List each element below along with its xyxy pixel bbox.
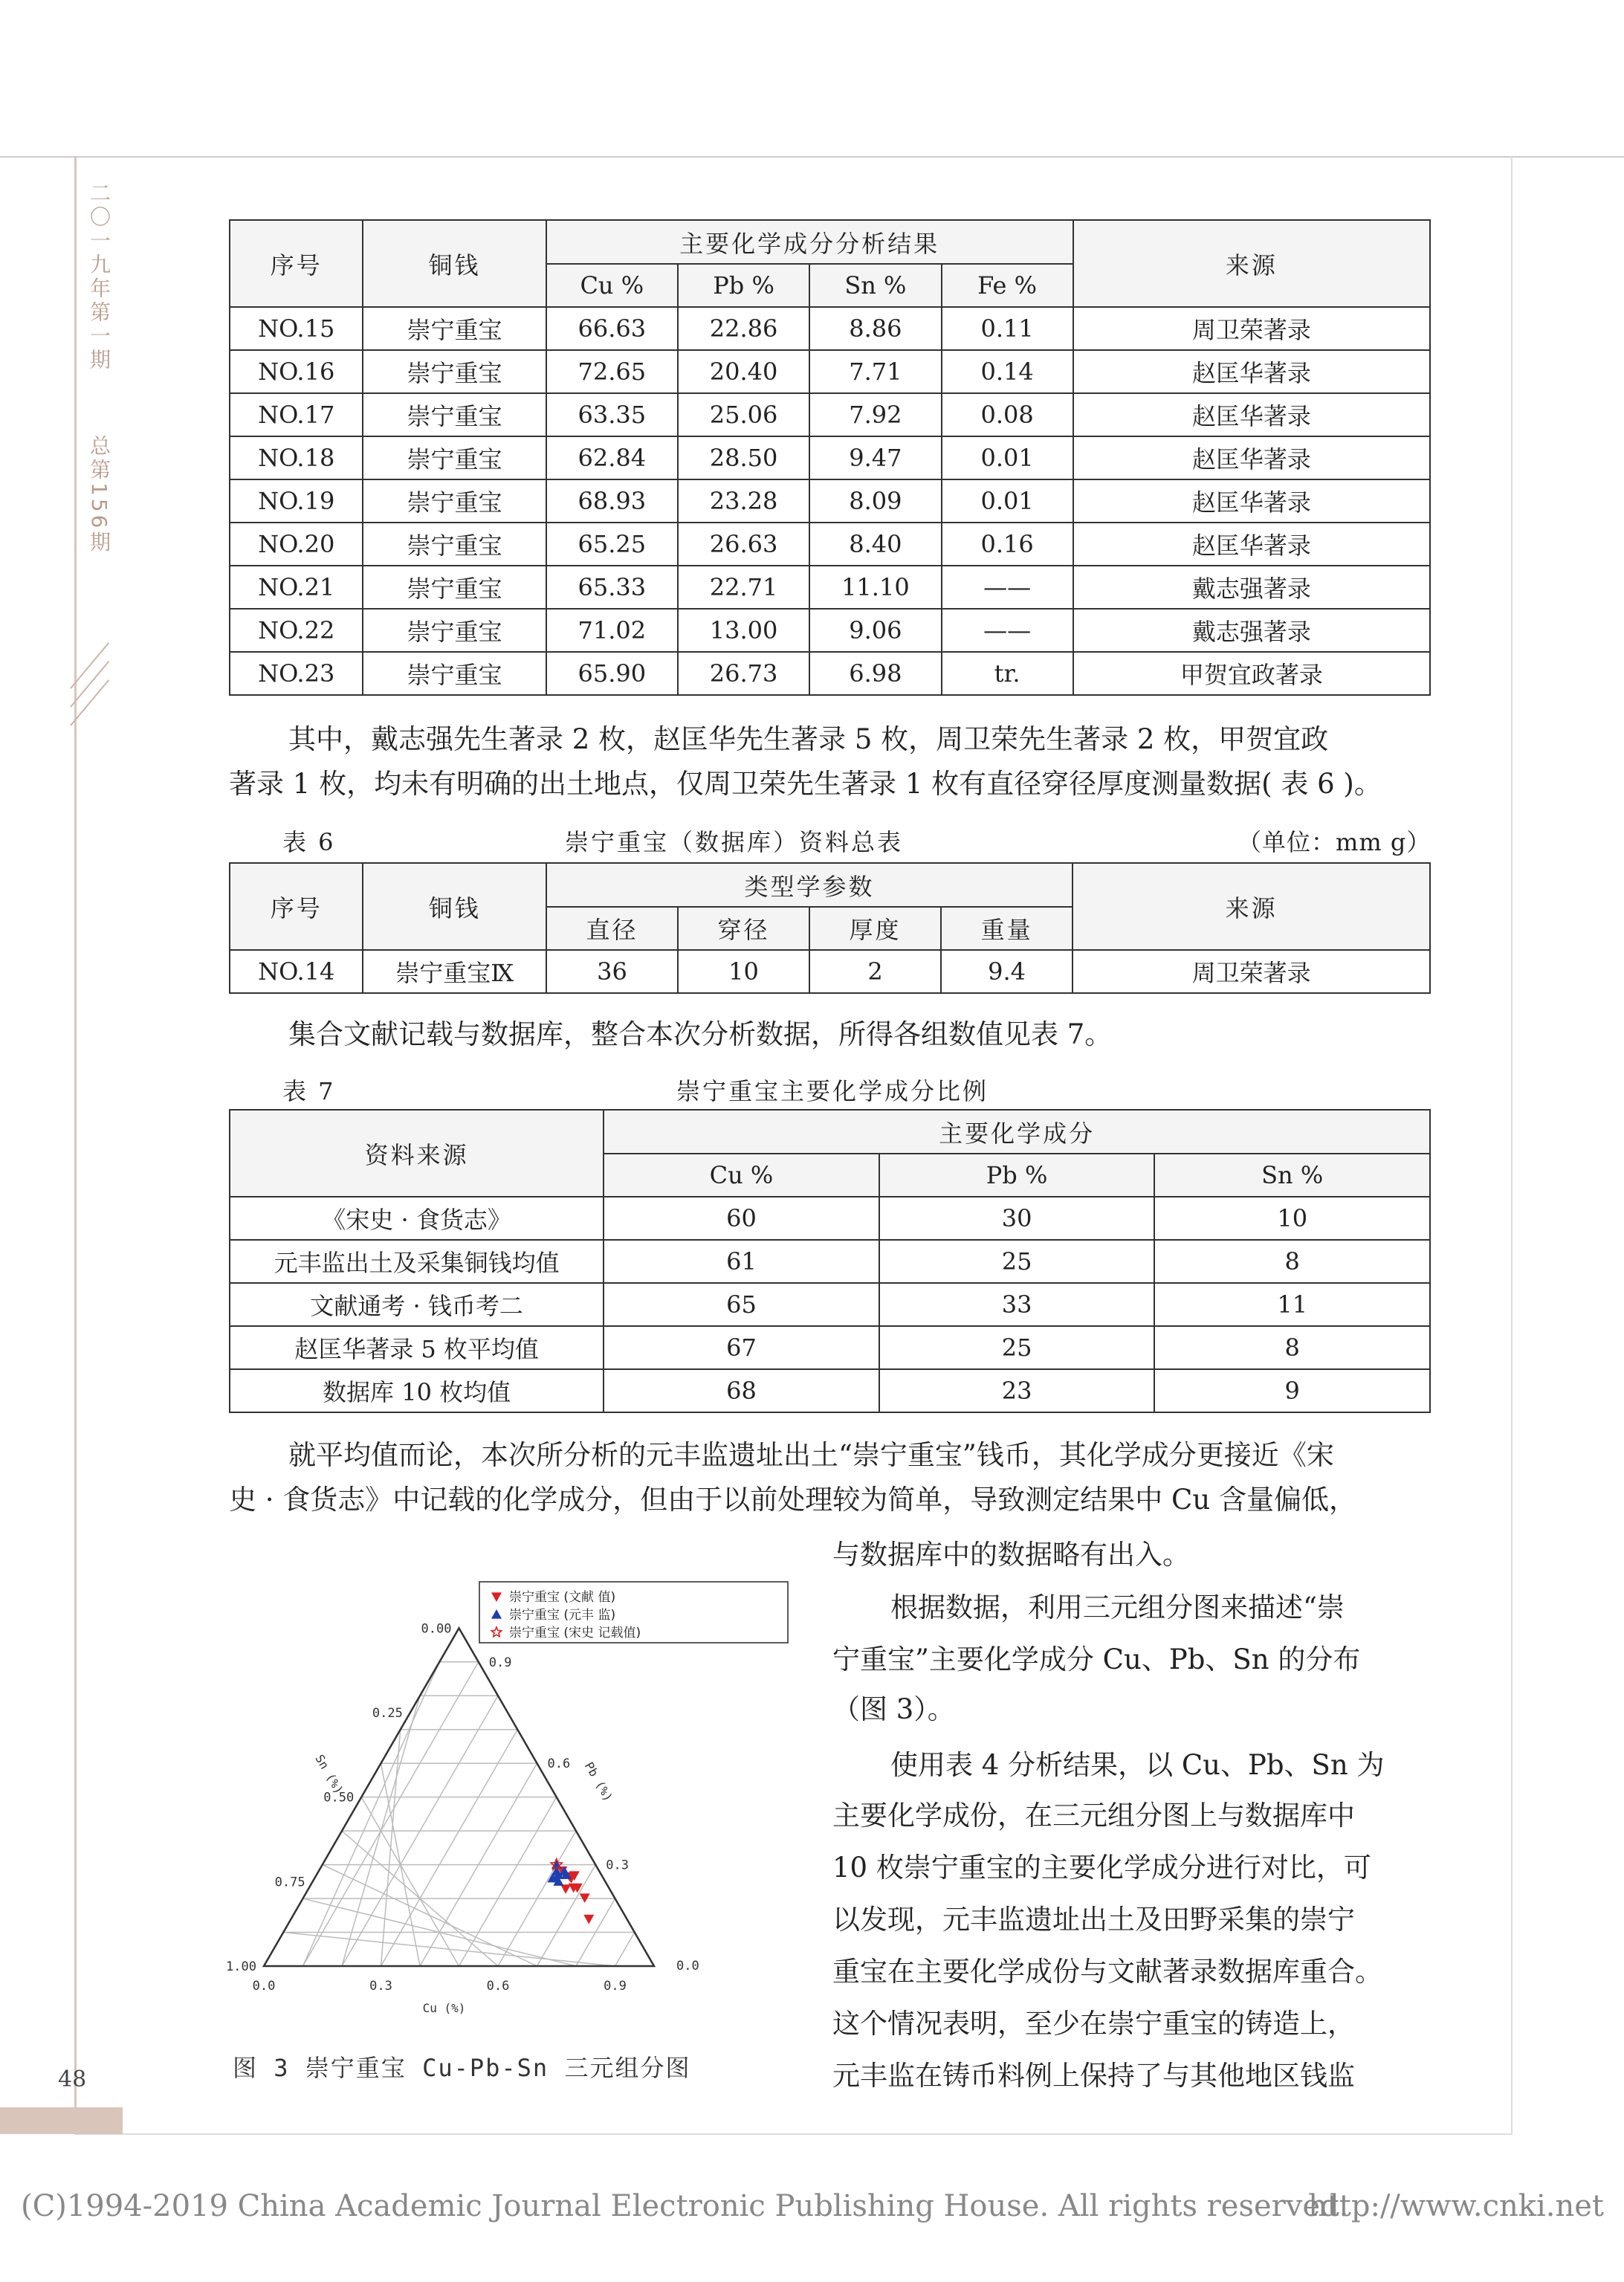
cell-cu: 68	[604, 1369, 879, 1412]
cell-pb: 23.28	[678, 479, 809, 523]
cell-diameter: 36	[546, 950, 678, 993]
table-row	[230, 1326, 1430, 1369]
typology-table	[229, 862, 1431, 994]
table6-label: 表 6	[282, 828, 336, 856]
header-group: 主要化学成分	[604, 1110, 1430, 1154]
cell-coin: 崇宁重宝	[363, 350, 546, 393]
header-source: 来源	[1073, 863, 1430, 950]
table-row	[230, 950, 1430, 993]
table-row	[230, 1197, 1430, 1240]
cell-coin: 崇宁重宝Ⅸ	[363, 950, 546, 993]
cell-pb: 22.71	[678, 566, 809, 609]
header-cu: Cu %	[604, 1154, 879, 1197]
cell-fe: 0.16	[942, 523, 1073, 566]
legend-label: 崇宁重宝 (宋史 记载值)	[509, 1626, 641, 1641]
cell-sn: 8	[1154, 1240, 1430, 1283]
cell-cu: 72.65	[546, 350, 678, 393]
cell-cu: 65	[604, 1283, 879, 1326]
data-point	[583, 1915, 594, 1924]
cell-coin: 崇宁重宝	[363, 566, 546, 609]
cell-sn: 8	[1154, 1326, 1430, 1369]
cell-coin: 崇宁重宝	[363, 307, 546, 350]
cell-no: NO.14	[230, 950, 363, 993]
right-end-label: 0.0	[676, 1959, 699, 1974]
copyright-footer	[21, 2189, 1604, 2223]
cell-pb: 22.86	[678, 307, 809, 350]
cell-sn: 11.10	[809, 566, 941, 609]
paragraph-line: 著录 1 枚，均未有明确的出土地点，仅周卫荣先生著录 1 枚有直径穿径厚度测量数据( 表 6 )。	[229, 768, 1382, 800]
cell-pb: 20.40	[678, 350, 809, 393]
cell-no: NO.17	[230, 393, 363, 436]
table-row	[230, 350, 1430, 393]
cell-pb: 25.06	[678, 393, 809, 436]
cell-fe: 0.01	[942, 436, 1073, 479]
cell-pb: 26.73	[678, 652, 809, 695]
cell-cu: 65.33	[546, 566, 678, 609]
cell-source: 元丰监出土及采集铜钱均值	[230, 1240, 604, 1283]
cell-cu: 68.93	[546, 479, 678, 523]
paragraph-line: 10 枚崇宁重宝的主要化学成分进行对比，可	[832, 1852, 1371, 1884]
paragraph-line: 这个情况表明，至少在崇宁重宝的铸造上，	[832, 2008, 1355, 2040]
header-sn: Sn %	[809, 264, 941, 307]
cell-cu: 66.63	[546, 307, 678, 350]
table-row	[230, 307, 1430, 350]
cell-pb: 23	[879, 1369, 1155, 1412]
header-fe: Fe %	[942, 264, 1073, 307]
legend-label: 崇宁重宝 (文献 值)	[509, 1590, 616, 1605]
cell-cu: 67	[604, 1326, 879, 1369]
cell-pb: 28.50	[678, 436, 809, 479]
paragraph-line: 以发现，元丰监遗址出土及田野采集的崇宁	[832, 1904, 1355, 1936]
pb-tick-label: 0.3	[606, 1858, 629, 1873]
cell-sn: 7.71	[809, 350, 941, 393]
table-row	[230, 436, 1430, 479]
cell-no: NO.21	[230, 566, 363, 609]
cell-sn: 11	[1154, 1283, 1430, 1326]
paragraph-line: 就平均值而论，本次所分析的元丰监遗址出土“崇宁重宝”钱币，其化学成分更接近《宋	[288, 1439, 1334, 1471]
cell-source: 文献通考 · 钱币考二	[230, 1283, 604, 1326]
cell-source: 赵匡华著录	[1073, 393, 1430, 436]
paragraph-line: 史 · 食货志》中记载的化学成分，但由于以前处理较为简单，导致测定结果中 Cu 含量偏低，	[229, 1484, 1356, 1516]
composition-table	[229, 219, 1431, 696]
cell-thickness: 2	[809, 950, 941, 993]
ternary-grid	[283, 1662, 635, 1966]
sn-tick-label: 0.50	[323, 1790, 355, 1806]
header-thickness: 厚度	[809, 907, 941, 950]
cell-sn: 7.92	[809, 393, 941, 436]
cell-no: NO.19	[230, 479, 363, 523]
sn-tick-label: 0.25	[372, 1706, 403, 1722]
cell-fe: 0.14	[942, 350, 1073, 393]
table7-title: 崇宁重宝主要化学成分比例	[676, 1077, 989, 1105]
grid-line	[323, 1865, 537, 1966]
cell-no: NO.22	[230, 609, 363, 652]
table-row	[230, 393, 1430, 436]
header-no: 序号	[230, 220, 363, 307]
grid-line	[615, 1933, 635, 1966]
cell-pb: 26.63	[678, 523, 809, 566]
paragraph-line: 集合文献记载与数据库，整合本次分析数据，所得各组数值见表 7。	[288, 1018, 1113, 1050]
grid-line	[381, 1730, 518, 1966]
cu-axis-title: Cu (%)	[422, 2001, 466, 2015]
header-sn: Sn %	[1154, 1154, 1430, 1197]
paragraph-line: 宁重宝”主要化学成分 Cu、Pb、Sn 的分布	[832, 1643, 1361, 1675]
cell-no: NO.15	[230, 307, 363, 350]
header-cu: Cu %	[546, 264, 678, 307]
cell-fe: ——	[942, 609, 1073, 652]
cell-pb: 25	[879, 1240, 1155, 1283]
cu-tick-label: 0.0	[252, 1979, 276, 1994]
cell-weight: 9.4	[941, 950, 1073, 993]
header-coin: 铜钱	[363, 863, 546, 950]
paragraph-line: 重宝在主要化学成份与文献著录数据库重合。	[832, 1956, 1382, 1988]
cnki-link[interactable]: http://www.cnki.net	[1307, 2189, 1604, 2223]
cell-sn: 9.06	[809, 609, 941, 652]
cell-sn: 9	[1154, 1369, 1430, 1412]
cell-coin: 崇宁重宝	[363, 652, 546, 695]
table-row	[230, 479, 1430, 523]
cell-cu: 63.35	[546, 393, 678, 436]
table-row	[230, 1240, 1430, 1283]
cell-cu: 60	[604, 1197, 879, 1240]
cell-cu: 62.84	[546, 436, 678, 479]
cell-no: NO.23	[230, 652, 363, 695]
cell-fe: 0.08	[942, 393, 1073, 436]
paragraph-line: 主要化学成份，在三元组分图上与数据库中	[832, 1800, 1355, 1832]
cell-hole: 10	[678, 950, 809, 993]
cell-source: 数据库 10 枚均值	[230, 1369, 604, 1412]
cell-source: 赵匡华著录	[1073, 479, 1430, 523]
cell-source: 赵匡华著录	[1073, 350, 1430, 393]
table-row	[230, 566, 1430, 609]
header-coin: 铜钱	[363, 220, 546, 307]
paragraph-line: 其中，戴志强先生著录 2 枚，赵匡华先生著录 5 枚，周卫荣先生著录 2 枚，甲贺宜政	[288, 723, 1329, 755]
pb-axis-title: Pb (%)	[581, 1759, 616, 1804]
cu-tick-label: 0.3	[369, 1979, 392, 1994]
cell-sn: 6.98	[809, 652, 941, 695]
cell-source: 周卫荣著录	[1073, 950, 1430, 993]
cell-fe: 0.11	[942, 307, 1073, 350]
total-issue-label: 总第156期	[87, 435, 111, 555]
cell-sn: 8.09	[809, 479, 941, 523]
cell-fe: ——	[942, 566, 1073, 609]
cu-tick-label: 0.6	[486, 1979, 510, 1994]
paragraph-line: 使用表 4 分析结果，以 Cu、Pb、Sn 为	[890, 1749, 1385, 1781]
cell-pb: 30	[879, 1197, 1155, 1240]
cell-source: 甲贺宜政著录	[1073, 652, 1430, 695]
paragraph-line: 根据数据，利用三元组分图来描述“崇	[890, 1591, 1345, 1623]
header-source: 来源	[1073, 220, 1430, 307]
cell-no: NO.20	[230, 523, 363, 566]
cell-fe: tr.	[942, 652, 1073, 695]
ratio-table	[229, 1109, 1431, 1413]
sn-tick-label: 0.00	[421, 1621, 452, 1637]
table-row	[230, 1283, 1430, 1326]
table7-label: 表 7	[282, 1077, 336, 1105]
header-weight: 重量	[941, 907, 1073, 950]
cell-cu: 71.02	[546, 609, 678, 652]
cell-fe: 0.01	[942, 479, 1073, 523]
page-number: 48	[58, 2066, 87, 2092]
cell-pb: 33	[879, 1283, 1155, 1326]
ternary-points	[548, 1859, 595, 1924]
header-diameter: 直径	[546, 907, 678, 950]
ternary-chart	[223, 1576, 803, 2052]
sn-tick-label: 0.75	[274, 1875, 305, 1890]
cell-coin: 崇宁重宝	[363, 479, 546, 523]
cell-sn: 8.40	[809, 523, 941, 566]
cell-coin: 崇宁重宝	[363, 609, 546, 652]
cell-coin: 崇宁重宝	[363, 523, 546, 566]
paragraph-line: 与数据库中的数据略有出入。	[832, 1539, 1190, 1571]
table-row	[230, 1369, 1430, 1412]
pb-tick-label: 0.9	[488, 1655, 512, 1670]
data-point	[560, 1884, 571, 1894]
cu-tick-label: 0.9	[604, 1979, 627, 1994]
figure-caption: 图 3 崇宁重宝 Cu-Pb-Sn 三元组分图	[233, 2054, 691, 2082]
cell-coin: 崇宁重宝	[363, 436, 546, 479]
legend-label: 崇宁重宝 (元丰 监)	[509, 1608, 616, 1623]
paragraph-line: （图 3）。	[832, 1693, 955, 1725]
table6-unit: （单位：mm g）	[1238, 828, 1431, 856]
cell-no: NO.16	[230, 350, 363, 393]
cell-source: 周卫荣著录	[1073, 307, 1430, 350]
chart-legend	[479, 1582, 788, 1643]
paragraph-line: 元丰监在铸币料例上保持了与其他地区钱监	[832, 2060, 1355, 2092]
cell-pb: 13.00	[678, 609, 809, 652]
header-group: 主要化学成分分析结果	[546, 220, 1073, 264]
page-tab	[0, 2107, 123, 2134]
sn-tick-label: 1.00	[226, 1959, 256, 1974]
header-group: 类型学参数	[546, 863, 1073, 907]
grid-line	[361, 1797, 459, 1966]
header-pb: Pb %	[678, 264, 809, 307]
table-row	[230, 523, 1430, 566]
cell-cu: 65.25	[546, 523, 678, 566]
cell-coin: 崇宁重宝	[363, 393, 546, 436]
grid-line	[283, 1933, 615, 1966]
cell-source: 戴志强著录	[1073, 566, 1430, 609]
table-row	[230, 652, 1430, 695]
cell-cu: 65.90	[546, 652, 678, 695]
issue-label: 二〇一九年第一期	[87, 182, 111, 372]
cell-pb: 25	[879, 1326, 1155, 1369]
cell-source: 赵匡华著录 5 枚平均值	[230, 1326, 604, 1369]
header-source: 资料来源	[230, 1110, 604, 1197]
table6-title: 崇宁重宝（数据库）资料总表	[565, 828, 904, 856]
ternary-ticks	[226, 1621, 699, 2015]
cell-sn: 10	[1154, 1197, 1430, 1240]
cell-source: 戴志强著录	[1073, 609, 1430, 652]
copyright-text: (C)1994-2019 China Academic Journal Electronic Publishing House. All rights reserved.	[21, 2189, 1349, 2223]
header-hole: 穿径	[678, 907, 809, 950]
header-no: 序号	[230, 863, 363, 950]
cell-source: 《宋史 · 食货志》	[230, 1197, 604, 1240]
table-row	[230, 609, 1430, 652]
cell-source: 赵匡华著录	[1073, 436, 1430, 479]
cell-sn: 8.86	[809, 307, 941, 350]
cell-cu: 61	[604, 1240, 879, 1283]
cell-no: NO.18	[230, 436, 363, 479]
pb-tick-label: 0.6	[547, 1756, 571, 1772]
cell-sn: 9.47	[809, 436, 941, 479]
header-pb: Pb %	[879, 1154, 1155, 1197]
cell-source: 赵匡华著录	[1073, 523, 1430, 566]
sn-axis-title: Sn (%)	[312, 1752, 346, 1797]
